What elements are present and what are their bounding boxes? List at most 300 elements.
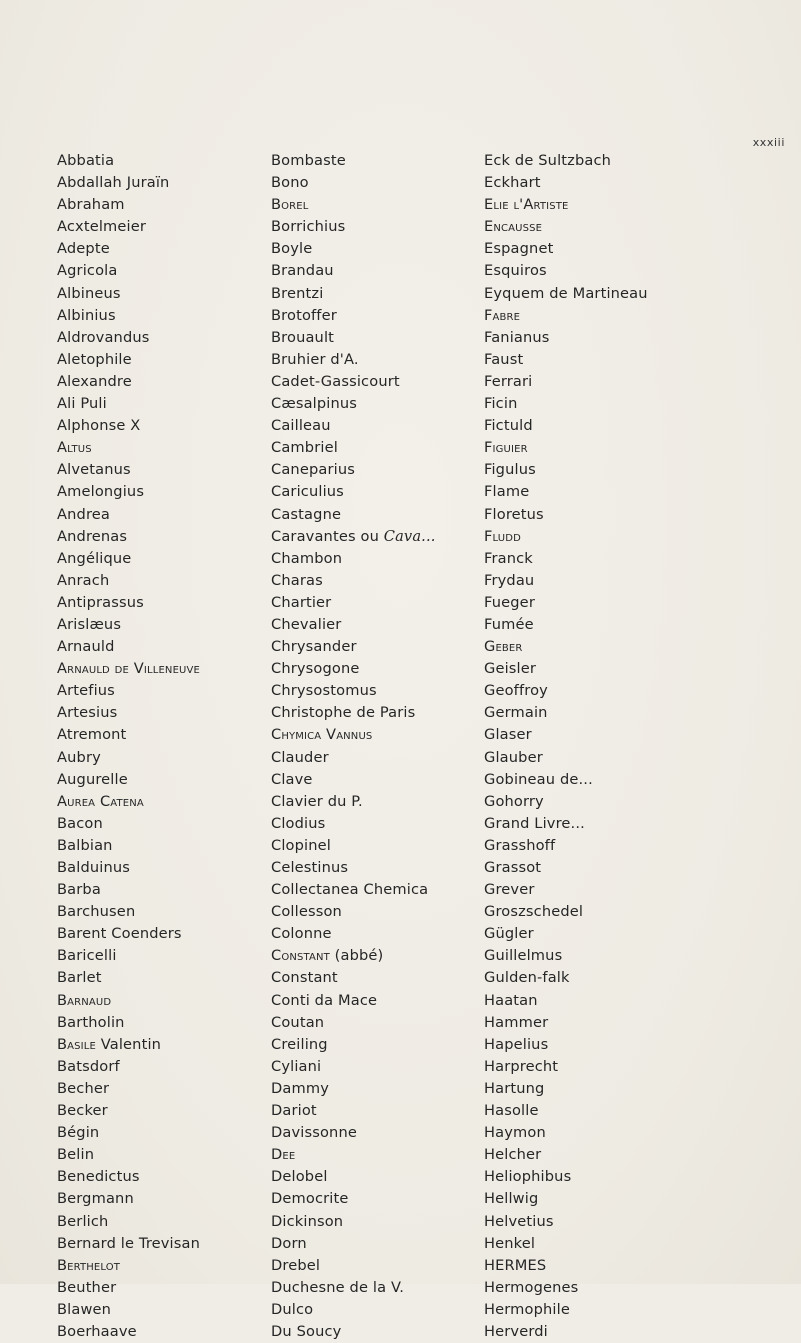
index-entry bbox=[484, 680, 648, 702]
index-entry-name: Gobineau de... bbox=[484, 770, 593, 788]
index-entry-name: Haymon bbox=[484, 1124, 546, 1142]
index-entry bbox=[271, 393, 436, 415]
index-entry-name: Bacon bbox=[57, 814, 103, 832]
index-entry bbox=[57, 194, 200, 216]
index-entry-name: Gügler bbox=[484, 925, 534, 943]
index-entry-name: Hammer bbox=[484, 1013, 549, 1031]
index-entry-name: Cæsalpinus bbox=[271, 395, 358, 413]
index-entry bbox=[271, 747, 436, 769]
index-entry bbox=[57, 437, 200, 459]
index-entry-name: Blawen bbox=[57, 1300, 112, 1318]
index-entry bbox=[484, 747, 648, 769]
page-number: xxxiii bbox=[752, 136, 785, 149]
index-entry bbox=[57, 570, 200, 592]
index-entry-name: Anrach bbox=[57, 571, 110, 589]
index-entry-name: Bergmann bbox=[57, 1190, 134, 1208]
index-entry bbox=[271, 1255, 436, 1277]
index-column-2 bbox=[271, 150, 436, 1343]
index-entry-italic-suffix: Cava... bbox=[383, 527, 436, 545]
index-entry bbox=[271, 371, 436, 393]
index-entry-name: Balduinus bbox=[57, 859, 131, 876]
index-entry bbox=[271, 901, 436, 923]
index-entry bbox=[57, 1321, 200, 1343]
index-entry bbox=[57, 813, 200, 835]
index-entry bbox=[57, 1144, 200, 1166]
index-entry bbox=[57, 990, 200, 1012]
index-entry-name: Franck bbox=[484, 549, 533, 567]
index-entry-name: Bruhier d'A. bbox=[271, 350, 359, 368]
index-entry-name: Fanianus bbox=[484, 328, 550, 346]
index-entry bbox=[57, 1277, 200, 1299]
index-entry-name: HERMES bbox=[484, 1256, 547, 1274]
index-entry bbox=[57, 260, 200, 282]
index-entry-name: Baricelli bbox=[57, 947, 117, 965]
index-entry-name: Christophe de Paris bbox=[271, 704, 416, 722]
index-entry-name: Du Soucy bbox=[271, 1322, 342, 1340]
index-entry bbox=[271, 327, 436, 349]
index-entry bbox=[271, 1321, 436, 1343]
index-entry bbox=[484, 504, 648, 526]
index-entry bbox=[484, 990, 648, 1012]
index-entry-name: Bartholin bbox=[57, 1013, 125, 1031]
index-entry-name: Chevalier bbox=[271, 615, 342, 633]
index-entry-name: Encausse bbox=[484, 218, 543, 236]
index-entry-name: Chrysander bbox=[271, 638, 357, 656]
index-entry bbox=[57, 592, 200, 614]
index-entry-name: Fabre bbox=[484, 306, 521, 324]
index-entry bbox=[484, 283, 648, 305]
index-entry bbox=[271, 1277, 436, 1299]
index-entry-name: Acxtelmeier bbox=[57, 218, 147, 236]
index-entry bbox=[484, 526, 648, 548]
index-entry-name: Belin bbox=[57, 1146, 95, 1164]
index-entry bbox=[271, 658, 436, 680]
index-entry-name: Basile bbox=[57, 1035, 96, 1053]
index-entry bbox=[484, 349, 648, 371]
index-entry bbox=[271, 769, 436, 791]
index-entry-suffix: (abbé) bbox=[329, 947, 384, 965]
index-entry-name: Creiling bbox=[271, 1035, 328, 1053]
index-entry-name: Castagne bbox=[271, 505, 342, 523]
index-entry bbox=[484, 769, 648, 791]
index-entry bbox=[484, 879, 648, 901]
index-entry bbox=[484, 1122, 648, 1144]
index-entry bbox=[57, 791, 200, 813]
index-entry-name: Constant bbox=[271, 947, 330, 965]
index-entry bbox=[271, 1211, 436, 1233]
index-entry-name: Gulden-falk bbox=[484, 969, 570, 987]
index-entry bbox=[484, 260, 648, 282]
index-entry bbox=[484, 1299, 648, 1321]
index-entry bbox=[484, 150, 648, 172]
index-entry-name: Antiprassus bbox=[57, 593, 144, 611]
index-entry-name: Haatan bbox=[484, 991, 538, 1009]
index-entry-name: Abraham bbox=[57, 196, 125, 214]
index-entry-name: Borel bbox=[271, 196, 309, 214]
index-entry bbox=[484, 1321, 648, 1343]
index-entry-name: Augurelle bbox=[57, 770, 128, 788]
index-entry bbox=[271, 1100, 436, 1122]
index-entry bbox=[57, 923, 200, 945]
index-entry bbox=[484, 658, 648, 680]
index-entry-name: Berlich bbox=[57, 1212, 109, 1230]
index-entry-name: Geoffroy bbox=[484, 682, 548, 700]
index-entry-name: Agricola bbox=[57, 262, 118, 280]
index-entry-name: Democrite bbox=[271, 1190, 349, 1208]
index-entry bbox=[271, 990, 436, 1012]
index-entry-name: Arnauld bbox=[57, 638, 115, 656]
index-entry-name: Dulco bbox=[271, 1300, 314, 1318]
index-entry bbox=[484, 327, 648, 349]
index-entry bbox=[484, 636, 648, 658]
index-entry bbox=[271, 194, 436, 216]
index-entry bbox=[484, 1100, 648, 1122]
index-entry-name: Figuier bbox=[484, 439, 528, 457]
index-entry bbox=[57, 769, 200, 791]
index-entry bbox=[57, 393, 200, 415]
index-entry bbox=[484, 967, 648, 989]
index-entry-name: Aubry bbox=[57, 748, 101, 766]
index-entry bbox=[271, 1056, 436, 1078]
index-entry-name: Bégin bbox=[57, 1124, 100, 1142]
index-entry bbox=[271, 813, 436, 835]
index-entry bbox=[57, 879, 200, 901]
index-entry bbox=[484, 459, 648, 481]
index-entry bbox=[57, 636, 200, 658]
index-entry bbox=[57, 658, 200, 680]
index-entry-name: Fumée bbox=[484, 615, 534, 633]
index-entry bbox=[484, 1211, 648, 1233]
index-entry-name: Hasolle bbox=[484, 1102, 539, 1120]
index-entry bbox=[271, 349, 436, 371]
index-entry-name: Aletophile bbox=[57, 350, 132, 368]
index-entry-name: Chymica Vannus bbox=[271, 726, 373, 744]
index-entry-name: Cadet-Gassicourt bbox=[271, 372, 400, 390]
index-entry bbox=[57, 504, 200, 526]
index-entry bbox=[57, 1233, 200, 1255]
index-entry-name: Atremont bbox=[57, 726, 127, 744]
index-entry-name: Dorn bbox=[271, 1234, 307, 1252]
index-entry bbox=[484, 1166, 648, 1188]
index-entry bbox=[57, 548, 200, 570]
index-entry-name: Clopinel bbox=[271, 836, 331, 854]
index-entry bbox=[57, 172, 200, 194]
index-entry bbox=[271, 172, 436, 194]
index-entry bbox=[57, 327, 200, 349]
index-entry-name: Colonne bbox=[271, 925, 332, 943]
index-entry bbox=[57, 835, 200, 857]
index-entry-name: Henkel bbox=[484, 1234, 536, 1252]
index-entry bbox=[271, 570, 436, 592]
index-entry-name: Artefius bbox=[57, 682, 115, 700]
index-entry bbox=[271, 150, 436, 172]
index-entry bbox=[484, 835, 648, 857]
index-entry-name: Ficin bbox=[484, 395, 518, 413]
index-entry bbox=[484, 1034, 648, 1056]
index-entry-name: Albineus bbox=[57, 284, 121, 302]
index-entry bbox=[271, 481, 436, 503]
index-entry-name: Brouault bbox=[271, 328, 335, 346]
index-entry bbox=[271, 636, 436, 658]
index-entry bbox=[484, 305, 648, 327]
index-entry-name: Ali Puli bbox=[57, 395, 107, 413]
index-entry bbox=[271, 857, 436, 879]
index-entry-name: Amelongius bbox=[57, 483, 145, 501]
index-entry bbox=[271, 459, 436, 481]
index-entry-name: Hermophile bbox=[484, 1300, 570, 1318]
index-entry bbox=[484, 813, 648, 835]
index-entry-name: Adepte bbox=[57, 240, 110, 258]
index-entry bbox=[57, 305, 200, 327]
index-entry-name: Clauder bbox=[271, 748, 329, 766]
index-entry-name: Altus bbox=[57, 439, 92, 457]
index-entry-name: Espagnet bbox=[484, 240, 554, 258]
index-entry-name: Fludd bbox=[484, 527, 521, 545]
index-entry-name: Grever bbox=[484, 881, 535, 899]
index-entry-name: Hermogenes bbox=[484, 1278, 579, 1296]
index-entry bbox=[484, 1255, 648, 1277]
index-entry-name: Dammy bbox=[271, 1079, 329, 1097]
index-entry bbox=[271, 415, 436, 437]
index-entry bbox=[484, 1056, 648, 1078]
index-column-3 bbox=[484, 150, 648, 1343]
index-entry bbox=[271, 879, 436, 901]
index-entry bbox=[484, 614, 648, 636]
index-entry-name: Boyle bbox=[271, 240, 313, 258]
index-entry-name: Herverdi bbox=[484, 1322, 548, 1340]
index-entry bbox=[271, 305, 436, 327]
index-entry bbox=[271, 548, 436, 570]
index-entry bbox=[57, 1012, 200, 1034]
index-entry bbox=[484, 393, 648, 415]
index-entry-name: Conti da Mace bbox=[271, 991, 378, 1009]
index-entry bbox=[484, 1078, 648, 1100]
index-entry bbox=[484, 570, 648, 592]
index-entry bbox=[484, 901, 648, 923]
index-entry-name: Clavier du P. bbox=[271, 792, 363, 810]
index-entry-name: Flame bbox=[484, 483, 530, 501]
index-entry bbox=[484, 1233, 648, 1255]
index-entry-name: Elie l'Artiste bbox=[484, 196, 569, 214]
index-entry-name: Becker bbox=[57, 1102, 108, 1120]
index-entry-name: Berthelot bbox=[57, 1256, 121, 1274]
index-entry-name: Benedictus bbox=[57, 1168, 140, 1186]
index-entry bbox=[57, 747, 200, 769]
index-entry bbox=[57, 901, 200, 923]
index-entry-name: Esquiros bbox=[484, 262, 547, 280]
index-entry-name: Fictuld bbox=[484, 417, 533, 435]
index-entry bbox=[271, 260, 436, 282]
index-entry-name: Eck de Sultzbach bbox=[484, 152, 612, 169]
index-entry-name: Fueger bbox=[484, 593, 535, 611]
index-entry-name: Chrysogone bbox=[271, 660, 360, 678]
index-entry-name: Duchesne de la V. bbox=[271, 1278, 405, 1296]
index-entry-name: Brandau bbox=[271, 262, 334, 280]
index-entry bbox=[271, 967, 436, 989]
index-entry bbox=[57, 1034, 200, 1056]
index-entry-name: Dee bbox=[271, 1146, 296, 1164]
index-entry-name: Balbian bbox=[57, 836, 113, 854]
index-entry-name: Charas bbox=[271, 571, 323, 589]
index-entry-name: Ferrari bbox=[484, 372, 533, 390]
index-entry-name: Figulus bbox=[484, 461, 536, 479]
index-entry-name: Arislæus bbox=[57, 615, 122, 633]
index-entry bbox=[271, 1012, 436, 1034]
index-entry bbox=[57, 371, 200, 393]
index-entry bbox=[271, 1078, 436, 1100]
index-entry-name: Chrysostomus bbox=[271, 682, 377, 700]
index-entry bbox=[57, 1255, 200, 1277]
index-entry bbox=[57, 459, 200, 481]
index-entry-name: Collectanea Chemica bbox=[271, 881, 429, 899]
index-entry bbox=[57, 967, 200, 989]
index-entry bbox=[57, 1188, 200, 1210]
index-entry-name: Aldrovandus bbox=[57, 328, 150, 346]
index-entry bbox=[271, 724, 436, 746]
index-entry-name: Dickinson bbox=[271, 1212, 344, 1230]
index-entry-name: Helcher bbox=[484, 1146, 542, 1164]
index-entry-name: Bernard le Trevisan bbox=[57, 1234, 201, 1252]
index-entry bbox=[271, 702, 436, 724]
index-entry-name: Davissonne bbox=[271, 1124, 357, 1142]
index-entry bbox=[57, 481, 200, 503]
index-entry bbox=[484, 194, 648, 216]
index-entry bbox=[57, 945, 200, 967]
index-entry bbox=[57, 680, 200, 702]
index-entry-name: Barnaud bbox=[57, 991, 112, 1009]
index-entry bbox=[484, 945, 648, 967]
index-entry-name: Constant bbox=[271, 969, 338, 987]
index-entry-rest: Valentin bbox=[95, 1035, 162, 1053]
index-entry bbox=[484, 923, 648, 945]
index-entry-name: Harprecht bbox=[484, 1057, 559, 1075]
index-entry bbox=[57, 238, 200, 260]
index-entry-name: Floretus bbox=[484, 505, 544, 523]
index-entry-name: Abbatia bbox=[57, 152, 115, 169]
index-entry-name: Clodius bbox=[271, 814, 326, 832]
index-entry bbox=[484, 415, 648, 437]
index-entry bbox=[484, 1188, 648, 1210]
index-entry-name: Cambriel bbox=[271, 439, 338, 457]
index-entry-name: Arnauld de Villeneuve bbox=[57, 660, 200, 678]
index-entry bbox=[484, 1144, 648, 1166]
index-entry bbox=[57, 1056, 200, 1078]
index-entry-name: Eyquem de Martineau bbox=[484, 284, 648, 302]
index-entry-name: Aurea Catena bbox=[57, 792, 144, 810]
index-entry-name: Chambon bbox=[271, 549, 343, 567]
index-entry-name: Bono bbox=[271, 174, 309, 192]
index-entry-name: Dariot bbox=[271, 1102, 317, 1120]
index-entry-name: Heliophibus bbox=[484, 1168, 572, 1186]
index-entry-name: Grasshoff bbox=[484, 836, 556, 854]
index-entry-name: Boerhaave bbox=[57, 1322, 137, 1340]
index-entry bbox=[271, 238, 436, 260]
index-entry-name: Geisler bbox=[484, 660, 537, 678]
index-entry bbox=[271, 504, 436, 526]
index-entry-name: Alvetanus bbox=[57, 461, 131, 479]
index-entry-name: Coutan bbox=[271, 1013, 325, 1031]
index-entry bbox=[271, 945, 436, 967]
index-entry-name: Artesius bbox=[57, 704, 118, 722]
index-entry-name: Batsdorf bbox=[57, 1057, 120, 1075]
index-entry-name: Grand Livre... bbox=[484, 814, 585, 832]
index-entry-name: Andrenas bbox=[57, 527, 128, 545]
index-entry bbox=[57, 526, 200, 548]
index-entry-name: Celestinus bbox=[271, 859, 349, 876]
index-entry bbox=[484, 548, 648, 570]
index-entry bbox=[484, 172, 648, 194]
index-entry bbox=[271, 592, 436, 614]
index-entry-name: Hapelius bbox=[484, 1035, 549, 1053]
index-entry bbox=[271, 791, 436, 813]
index-entry-name: Cailleau bbox=[271, 417, 331, 435]
index-entry bbox=[484, 437, 648, 459]
index-entry bbox=[57, 1166, 200, 1188]
index-entry bbox=[57, 150, 200, 172]
index-entry-name: Gohorry bbox=[484, 792, 544, 810]
index-entry bbox=[57, 1122, 200, 1144]
index-entry-name: Brotoffer bbox=[271, 306, 337, 324]
index-entry-name: Barent Coenders bbox=[57, 925, 182, 943]
index-entry bbox=[271, 1166, 436, 1188]
index-entry-name: Alexandre bbox=[57, 372, 132, 390]
index-entry-name: Glaser bbox=[484, 726, 532, 744]
index-entry-name: Cariculius bbox=[271, 483, 344, 501]
index-entry bbox=[484, 592, 648, 614]
index-entry-name: Frydau bbox=[484, 571, 535, 589]
index-entry-name: Brentzi bbox=[271, 284, 324, 302]
index-entry bbox=[57, 415, 200, 437]
index-entry-name: Eckhart bbox=[484, 174, 541, 192]
index-entry-name: Delobel bbox=[271, 1168, 328, 1186]
index-entry bbox=[484, 1277, 648, 1299]
index-entry bbox=[484, 702, 648, 724]
index-entry bbox=[57, 216, 200, 238]
index-entry-name: Caneparius bbox=[271, 461, 355, 479]
index-entry bbox=[271, 1233, 436, 1255]
index-entry-name: Faust bbox=[484, 350, 524, 368]
index-entry-name: Cyliani bbox=[271, 1057, 322, 1075]
index-entry-name: Clave bbox=[271, 770, 313, 788]
index-entry bbox=[271, 1122, 436, 1144]
index-entry bbox=[271, 835, 436, 857]
index-entry bbox=[484, 216, 648, 238]
index-column-1 bbox=[57, 150, 200, 1343]
index-entry bbox=[271, 526, 436, 548]
index-entry-name: Barlet bbox=[57, 969, 102, 987]
index-entry-name: Angélique bbox=[57, 549, 132, 567]
index-entry-name: Hartung bbox=[484, 1079, 545, 1097]
index-entry-name: Caravantes ou bbox=[271, 527, 384, 545]
index-entry bbox=[271, 1034, 436, 1056]
index-entry bbox=[57, 614, 200, 636]
index-entry-name: Becher bbox=[57, 1079, 110, 1097]
index-entry bbox=[484, 1012, 648, 1034]
index-entry bbox=[271, 283, 436, 305]
index-entry bbox=[57, 857, 200, 879]
index-entry-name: Albinius bbox=[57, 306, 116, 324]
index-entry-name: Abdallah Juraïn bbox=[57, 174, 170, 192]
index-entry-name: Drebel bbox=[271, 1256, 321, 1274]
index-entry bbox=[484, 481, 648, 503]
index-entry-name: Germain bbox=[484, 704, 548, 722]
index-entry-name: Borrichius bbox=[271, 218, 346, 236]
index-entry bbox=[57, 702, 200, 724]
index-entry-name: Groszschedel bbox=[484, 903, 584, 921]
index-entry bbox=[271, 1299, 436, 1321]
index-entry bbox=[57, 1211, 200, 1233]
index-entry-name: Alphonse X bbox=[57, 417, 141, 435]
